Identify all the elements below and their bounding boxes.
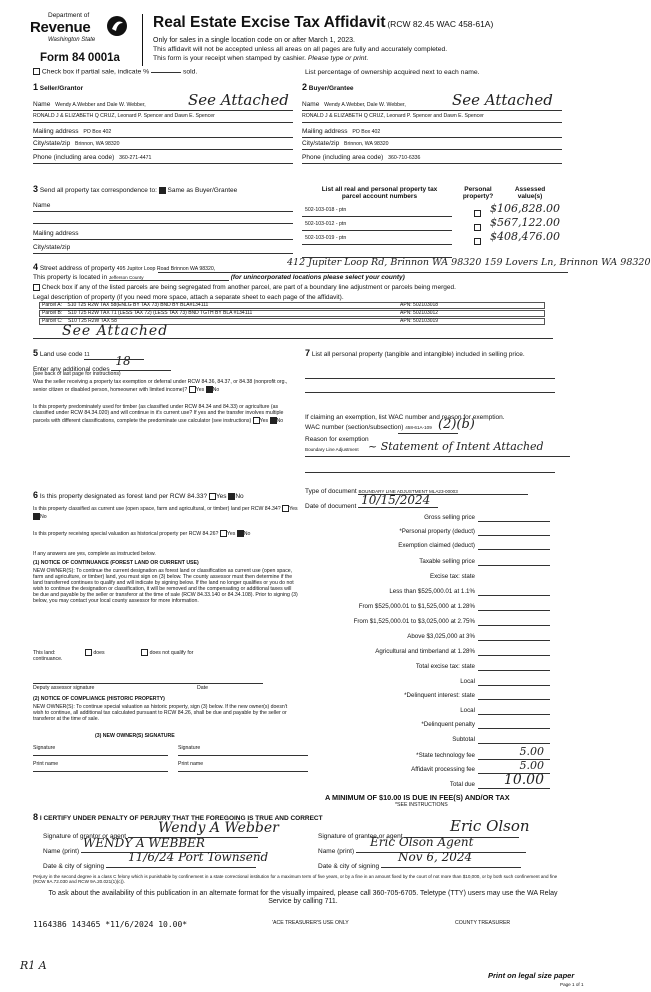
doc-date-row (305, 493, 438, 510)
new-owner-print-1[interactable] (33, 771, 168, 772)
cashier-stamp: 1164386 143465 *11/6/2024 10.00* (33, 920, 188, 929)
personal-property-checkbox-3[interactable] (474, 238, 481, 245)
parcel-list-heading (302, 186, 457, 201)
fee-total-state-field[interactable] (478, 663, 550, 671)
seller-heading (33, 82, 83, 92)
title-ref: (RCW 82.45 WAC 458-61A) (387, 19, 494, 29)
forest-yes-label: Yes (215, 493, 227, 500)
legal-parcel-a-label: Parcel A: (42, 302, 63, 308)
fee-tier1 (305, 588, 550, 595)
seller-name-label: Name (33, 101, 51, 108)
fee-total-due-label: Total due (449, 781, 475, 788)
grantor-signature: Wendy A Webber (158, 820, 279, 836)
this-land-row (33, 649, 298, 657)
fee-local2-label: Local (460, 707, 475, 714)
historic-question (33, 530, 298, 538)
legal-parcel-b[interactable] (39, 310, 545, 317)
county-row (33, 274, 405, 281)
section3-name-line2 (33, 218, 293, 224)
fee-local2 (305, 707, 550, 714)
buyer-num: 2 (302, 82, 308, 92)
fee-total-due (305, 772, 550, 788)
signature-label-1: Signature (33, 745, 56, 751)
reason-value[interactable]: Boundary Line Adjustment (305, 447, 359, 452)
availability-notice: To ask about the availability of this publication in an alternate format for the visually impaired, please call 360-705-6705. Teletype (TTY) users may use the WA Relay Service by calling 711. (48, 890, 558, 906)
legal-parcel-c-desc: S10 T25 R2W TAX 58 (67, 318, 117, 324)
notice-2: This affidavit will not be accepted unless all areas on all pages are fully and accurately completed. (153, 46, 448, 53)
additional-codes-field[interactable] (111, 354, 171, 371)
open-space-question (33, 505, 298, 521)
exemption-question-text: Was the seller receiving a property tax exemption or deferral under RCW 84.36, 84.37, or 84.38 (nonprofit org., senior citizen or disabled person, homeowner with limited income)? (33, 379, 288, 393)
notice-3 (153, 55, 368, 63)
seller-city-row (33, 140, 293, 150)
grantee-date-label: Date & city of signing (318, 863, 380, 870)
fee-tier4-label: Above $3,025,000 at 3% (407, 633, 475, 640)
fee-tier4 (305, 633, 550, 640)
exemption-yes-label: Yes (195, 386, 205, 393)
street-value[interactable]: 495 Jupitor Loop Road Brinnon WA 98320, (116, 266, 216, 272)
fee-excise-state-label: Excise tax: state (429, 573, 475, 580)
land-use-label: Land use code (39, 351, 83, 358)
exemption-claim-text: If claiming an exemption, list WAC number and reason for exemption. (305, 414, 505, 421)
segregated-row (33, 284, 456, 292)
perjury-notice: Perjury in the second degree is a class C felony which is punishable by confinement in a state correctional institution for a maximum term of five years, or by a fine in an amount fixed by the court of not more than $10,000, or by both such confinement and fine (RCW 9A.72.030 and RCW 9A.20.021(1)(c)). (33, 874, 558, 885)
notice2-title: (2) NOTICE OF COMPLIANCE (HISTORIC PROPERTY) (33, 696, 165, 702)
fee-processing-value: 5.00 (519, 759, 544, 772)
buyer-name-handwritten: See Attached (452, 91, 553, 109)
grantor-signature-label: Signature of grantor or agent (43, 833, 127, 840)
seller-mail-label: Mailing address (33, 128, 79, 135)
legal-size-note: Print on legal size paper (488, 971, 575, 980)
street-handwritten: 412 Jupiter Loop Rd, Brinnon WA 98320 159 Lovers Ln, Brinnon WA 98320 (287, 257, 651, 268)
reason-label: Reason for exemption (305, 436, 369, 443)
dept-line3: Washington State (48, 37, 96, 43)
fee-gross-field[interactable] (478, 514, 550, 522)
buyer-phone-row (302, 154, 562, 164)
section4-num: 4 (33, 262, 39, 272)
segregated-label: Check box if any of the listed parcels are being segregated from another parcel, are part of a boundary line adjustment or parcels being merged. (41, 284, 456, 292)
personal-property-heading: Personal property? (462, 186, 494, 201)
fee-ag (305, 648, 550, 655)
legal-parcel-b-desc: S10 T25 R2W TAX 71 (LESS TAX 72) (LESS TAX 73) BND TGTH BY BLA #134111 (67, 310, 253, 316)
legal-parcel-a-desc: S10 T25 R2W TAX 58(ENLG BY TAX 73) BND BY BLA#134111 (67, 302, 209, 308)
fee-exemption-field[interactable] (478, 542, 550, 550)
notice2-body: NEW OWNER(S): To continue special valuation as historic property, sign (3) below. If the new owner(s) doesn't wish to continue, all additional tax calculated pursuant to RCW 84.26, shall be due and payable by the seller or transferor at the time of sale. (33, 704, 288, 722)
legal-underline (33, 338, 553, 339)
wac-value[interactable]: 458-61A-109 (405, 425, 432, 430)
section7-heading (305, 348, 560, 358)
certify-text: I CERTIFY UNDER PENALTY OF PERJURY THAT THE FOREGOING IS TRUE AND CORRECT (39, 815, 323, 822)
fee-ag-field[interactable] (478, 648, 550, 656)
same-as-buyer-label: Same as Buyer/Grantee (167, 187, 238, 194)
fee-tier2 (305, 603, 550, 610)
personal-property-line-2[interactable] (305, 392, 555, 393)
notice1-body: NEW OWNER(S): To continue the current designation as forest land or classification as current use (open space, farm and agriculture, or timber) land, you must sign on (3) below. The county assessor must then determine if the land transferred continues to qualify and will indicate by signing below. If the land no longer qualifies or you do not wish to continue the designation or classification, it will be removed and the compensating or additional taxes will be due and payable by the seller or transferor at the time of sale (RCW 84.33.140 or 84.34.108). Prior to signing (3) below, you may contact your local county assessor for more information. (33, 568, 298, 604)
grantor-name: WENDY A WEBBER (83, 836, 205, 850)
assessed-value-1: $106,828.00 (490, 202, 560, 215)
if-yes-note: If any answers are yes, complete as instructed below. (33, 551, 156, 557)
seller-name-handwritten: See Attached (188, 91, 289, 109)
segregated-checkbox[interactable] (33, 284, 40, 291)
wac-handwritten: (2)(b) (438, 417, 475, 432)
treasurer-use-label: 'ACE TREASURER'S USE ONLY (272, 920, 349, 926)
parcel-number-3[interactable]: 502-103-019 - ptn (302, 236, 452, 245)
seller-mail-row (33, 128, 293, 138)
fee-exemption-label: Exemption claimed (deduct) (398, 542, 475, 549)
forest-yes-checkbox[interactable] (209, 493, 216, 500)
fee-taxable (305, 558, 550, 565)
fee-delinq-penalty-label: *Delinquent penalty (421, 721, 475, 728)
print-name-label-2: Print name (178, 761, 204, 767)
fee-local (305, 678, 550, 685)
seller-name-value[interactable]: Wendy A.Webber and Dale W. Webber, (55, 102, 146, 108)
fee-delinq-state-field[interactable] (478, 692, 550, 700)
doc-date-field[interactable] (358, 493, 438, 508)
buyer-name-line2[interactable]: RONALD J & ELIZABETH Q CRUZ, Leonard P. Spencer and Dawn E. Spencer (302, 114, 562, 123)
grantor-date-label: Date & city of signing (43, 863, 105, 870)
deputy-signature-label: Deputy assessor signature (33, 685, 95, 691)
fee-delinq-penalty-field[interactable] (478, 721, 550, 729)
dept-line2: Revenue (30, 19, 91, 36)
fee-tech (305, 745, 550, 759)
fee-total-state-label: Total excise tax: state (415, 663, 475, 670)
wac-label: WAC number (section/subsection) (305, 424, 404, 431)
dept-logo (30, 12, 135, 50)
exemption-no-checkbox[interactable] (206, 386, 213, 393)
grantee-signature-label: Signature of grantee or agent (318, 833, 403, 840)
seller-city-label: City/state/zip (33, 140, 71, 147)
grantee-date: Nov 6, 2024 (398, 850, 473, 864)
open-space-no-label: No (40, 513, 47, 520)
section3-city-row (33, 244, 293, 254)
fee-local-field[interactable] (478, 678, 550, 686)
section3-text: Send all property tax correspondence to: (39, 187, 157, 194)
fee-subtotal (305, 736, 550, 743)
section3-city-label: City/state/zip (33, 244, 71, 251)
wa-logo-icon (106, 15, 128, 37)
legal-parcel-b-label: Parcel B: (42, 310, 63, 316)
historic-yes-checkbox[interactable] (220, 530, 227, 537)
section3-num: 3 (33, 184, 39, 194)
buyer-phone-value[interactable]: 360-710-6336 (388, 155, 421, 161)
seller-phone-row (33, 154, 293, 164)
seller-phone-value[interactable]: 360-271-4471 (119, 155, 152, 161)
buyer-phone-label: Phone (including area code) (302, 154, 384, 161)
fee-excise-state (305, 573, 550, 580)
personal-property-checkbox-2[interactable] (474, 224, 481, 231)
new-owner-print-2[interactable] (178, 771, 308, 772)
fee-taxable-label: Taxable selling price (419, 558, 475, 565)
additional-codes-label: Enter any additional codes (33, 366, 110, 373)
fee-tier3-label: From $1,525,000.01 to $3,025,000 at 2.75% (353, 618, 475, 625)
forest-question (33, 490, 298, 500)
wac-row (305, 424, 432, 431)
fee-gross (305, 514, 550, 521)
buyer-name-label: Name (302, 101, 320, 108)
seller-name-line2[interactable]: RONALD J & ELIZABETH Q CRUZ, Leonard P. Spencer and Dawn E. Spencer (33, 114, 293, 123)
fee-personal-field[interactable] (478, 528, 550, 536)
fee-exemption (305, 542, 550, 549)
margin-note: R1 A (20, 959, 47, 972)
timber-no-checkbox[interactable] (270, 417, 277, 424)
does-label: does (93, 649, 105, 656)
new-owner-signature-1[interactable] (33, 755, 168, 756)
fee-processing-label: Affidavit processing fee (411, 766, 475, 773)
forest-question-text: Is this property designated as forest land per RCW 84.33? (39, 493, 208, 500)
exemption-no-label: No (212, 386, 220, 393)
wac-underline (398, 433, 458, 434)
legal-parcel-a-apn: APN: 502103018 (400, 302, 439, 308)
parcel-list-heading-2: parcel account numbers (341, 193, 418, 201)
partial-sale-checkbox[interactable] (33, 68, 40, 75)
doc-type-label: Type of document (305, 488, 357, 495)
historic-no-label: No (243, 530, 251, 537)
additional-codes-value: 18 (115, 354, 131, 368)
doc-type-value[interactable]: BOUNDARY LINE ADJUSTMENT MLA23-00003 (358, 489, 528, 495)
section7-text: List all personal property (tangible and intangible) included in selling price. (311, 351, 525, 358)
deputy-date-label: Date (197, 685, 208, 691)
buyer-mail-value[interactable]: PO Box 402 (352, 129, 381, 135)
fee-tier4-field[interactable] (478, 633, 550, 641)
notice-3-em: Please type or print. (307, 55, 369, 62)
fee-delinq-state (305, 692, 550, 699)
fee-total-due-field[interactable] (478, 772, 550, 789)
personal-property-line-1[interactable] (305, 378, 555, 379)
street-label: Street address of property (39, 265, 115, 272)
partial-sale-label: Check box if partial sale, indicate % (41, 68, 150, 76)
fee-tier3-field[interactable] (478, 618, 550, 626)
county-value[interactable]: Jefferson County (109, 275, 229, 281)
seller-num: 1 (33, 82, 39, 92)
doc-date-label: Date of document (305, 503, 357, 510)
seller-city-value[interactable]: Brinnon, WA 98320 (75, 141, 120, 147)
buyer-city-value[interactable]: Brinnon, WA 98320 (344, 141, 389, 147)
county-note: (for unincorporated locations please select your county) (230, 274, 405, 281)
continuance-label: continuance. (33, 656, 63, 662)
parcel-list-heading-1: List all real and personal property tax (321, 186, 438, 193)
open-space-yes-label: Yes (289, 505, 298, 512)
grantee-name: Eric Olson Agent (370, 835, 474, 849)
forest-no-label: No (235, 493, 244, 500)
open-space-no-checkbox[interactable] (33, 513, 40, 520)
buyer-heading (302, 82, 354, 92)
title-text: Real Estate Excise Tax Affidavit (153, 14, 386, 31)
assessed-value-heading: Assessed value(s) (514, 186, 546, 201)
partial-sold-label: sold. (182, 68, 198, 76)
notice-1: Only for sales in a single location code on or after March 1, 2023. (153, 37, 355, 44)
fee-tier1-label: Less than $525,000.01 at 1.1% (389, 588, 475, 595)
grantee-signature: Eric Olson (450, 817, 530, 835)
timber-question (33, 405, 298, 425)
fee-gross-label: Gross selling price (424, 514, 475, 521)
page-title (153, 14, 493, 32)
same-as-buyer-checkbox[interactable] (159, 187, 166, 194)
fee-total-state (305, 663, 550, 670)
fee-local-label: Local (460, 678, 475, 685)
section6-num: 6 (33, 490, 39, 500)
street-underline (158, 272, 568, 273)
fee-delinq-state-label: *Delinquent interest: state (404, 692, 475, 699)
grantor-date: 11/6/24 Port Townsend (128, 850, 269, 864)
seller-heading-text: Seller/Grantor (39, 85, 84, 92)
assessed-value-3: $408,476.00 (490, 230, 560, 243)
does-checkbox[interactable] (85, 649, 92, 656)
header-divider (142, 14, 143, 66)
historic-question-text: Is this property receiving special valuation as historical property per RCW 84.26? (33, 530, 219, 537)
reason-underline (305, 456, 570, 457)
does-not-checkbox[interactable] (141, 649, 148, 656)
notice1-title: (1) NOTICE OF CONTINUANCE (FOREST LAND OR CURRENT USE) (33, 560, 199, 566)
fee-total-due-value: 10.00 (503, 772, 544, 788)
land-use-value[interactable]: 11 (84, 353, 144, 360)
fee-taxable-field[interactable] (478, 558, 550, 566)
timber-question-text: Is this property predominately used for timber (as classified under RCW 84.34 and 84.33) or agriculture (as classified under RCW 84.34.020) and will continue in it's current use? If yes and the transfer involves multiple parcels with different classifications, complete the predominate use calculator (see instructions) (33, 404, 284, 424)
fee-subtotal-field[interactable] (478, 736, 550, 744)
historic-yes-label: Yes (226, 530, 236, 537)
section3-mail-label: Mailing address (33, 230, 79, 237)
fee-tier3 (305, 618, 550, 625)
buyer-mail-label: Mailing address (302, 128, 348, 135)
form-number: Form 84 0001a (40, 52, 120, 64)
deputy-signature-line[interactable] (33, 683, 263, 684)
grantor-name-label: Name (print) (43, 848, 80, 855)
print-name-label-1: Print name (33, 761, 59, 767)
section3-name-label: Name (33, 202, 51, 209)
section8-num: 8 (33, 812, 39, 822)
section5-num: 5 (33, 348, 39, 358)
legal-parcel-a[interactable] (39, 302, 545, 309)
parcel-number-1[interactable]: 502-103-018 - ptn (302, 208, 452, 217)
notice-3-text: This form is your receipt when stamped by cashier. (153, 55, 306, 62)
assessed-value-2: $567,122.00 (490, 216, 560, 229)
open-space-question-text: Is this property classified as current use (open space, farm and agricultural, or timber) land per RCW 84.34? (33, 505, 281, 512)
county-label: This property is located in (33, 274, 108, 281)
see-back-note: (see back of last page for instructions) (33, 371, 121, 377)
dept-line1: Department of (48, 12, 90, 19)
notice3-title: (3) NEW OWNER(S) SIGNATURE (95, 733, 175, 739)
timber-yes-label: Yes (259, 417, 269, 424)
buyer-name-value[interactable]: Wendy A.Webber, Dale W. Webber, (324, 102, 406, 108)
legal-parcel-b-apn: APN: 502103012 (400, 310, 439, 316)
buyer-mail-row (302, 128, 562, 138)
legal-description-label: Legal description of property (if you need more space, attach a separate sheet to each page of the affidavit). (33, 294, 344, 301)
fee-personal (305, 528, 550, 535)
section3-name-row (33, 202, 293, 212)
fee-tier2-field[interactable] (478, 603, 550, 611)
buyer-city-row (302, 140, 562, 150)
section3-mail-row (33, 230, 293, 240)
partial-sale-row (33, 68, 197, 76)
new-owner-signature-2[interactable] (178, 755, 308, 756)
fee-tech-value: 5.00 (519, 745, 544, 758)
page-number: Page 1 of 1 (560, 982, 584, 987)
see-instructions-note: *SEE INSTRUCTIONS (395, 802, 448, 808)
doc-date-value: 10/15/2024 (361, 493, 431, 507)
seller-mail-value[interactable]: PO Box 402 (83, 129, 112, 135)
ownership-note: List percentage of ownership acquired next to each name. (305, 69, 480, 76)
fee-tech-label: *State technology fee (416, 752, 475, 759)
fee-delinq-penalty (305, 721, 550, 728)
exemption-question (33, 380, 298, 394)
fee-tier1-field[interactable] (478, 588, 550, 596)
this-land-label: This land: (33, 649, 56, 656)
signature-label-2: Signature (178, 745, 201, 751)
section3-heading (33, 184, 237, 194)
does-not-label: does not qualify for (149, 649, 194, 656)
grantee-name-label: Name (print) (318, 848, 355, 855)
county-treasurer-label: COUNTY TREASURER (455, 920, 511, 926)
fee-ag-label: Agricultural and timberland at 1.28% (375, 648, 475, 655)
parcel-number-2[interactable]: 502-103-012 - ptn (302, 222, 452, 231)
timber-no-label: No (276, 417, 284, 424)
seller-phone-label: Phone (including area code) (33, 154, 115, 161)
buyer-heading-text: Buyer/Grantee (308, 85, 354, 92)
legal-see-attached: See Attached (62, 323, 169, 339)
minimum-due-note: A MINIMUM OF $10.00 IS DUE IN FEE(S) AND/OR TAX (325, 793, 510, 802)
section7-num: 7 (305, 348, 311, 358)
reason-handwritten: ~ Statement of Intent Attached (368, 440, 544, 453)
legal-parcel-c-label: Parcel C: (42, 318, 63, 324)
fee-tier2-label: From $525,000.01 to $1,525,000 at 1.28% (358, 603, 475, 610)
reason-line-2 (305, 472, 555, 473)
timber-yes-checkbox[interactable] (253, 417, 260, 424)
personal-property-checkbox-1[interactable] (474, 210, 481, 217)
fee-subtotal-label: Subtotal (452, 736, 475, 743)
legal-parcel-c-apn: APN: 502103019 (400, 318, 439, 324)
fee-local2-field[interactable] (478, 707, 550, 715)
exemption-yes-checkbox[interactable] (189, 386, 196, 393)
historic-no-checkbox[interactable] (237, 530, 244, 537)
fee-personal-label: *Personal property (deduct) (399, 528, 475, 535)
buyer-city-label: City/state/zip (302, 140, 340, 147)
